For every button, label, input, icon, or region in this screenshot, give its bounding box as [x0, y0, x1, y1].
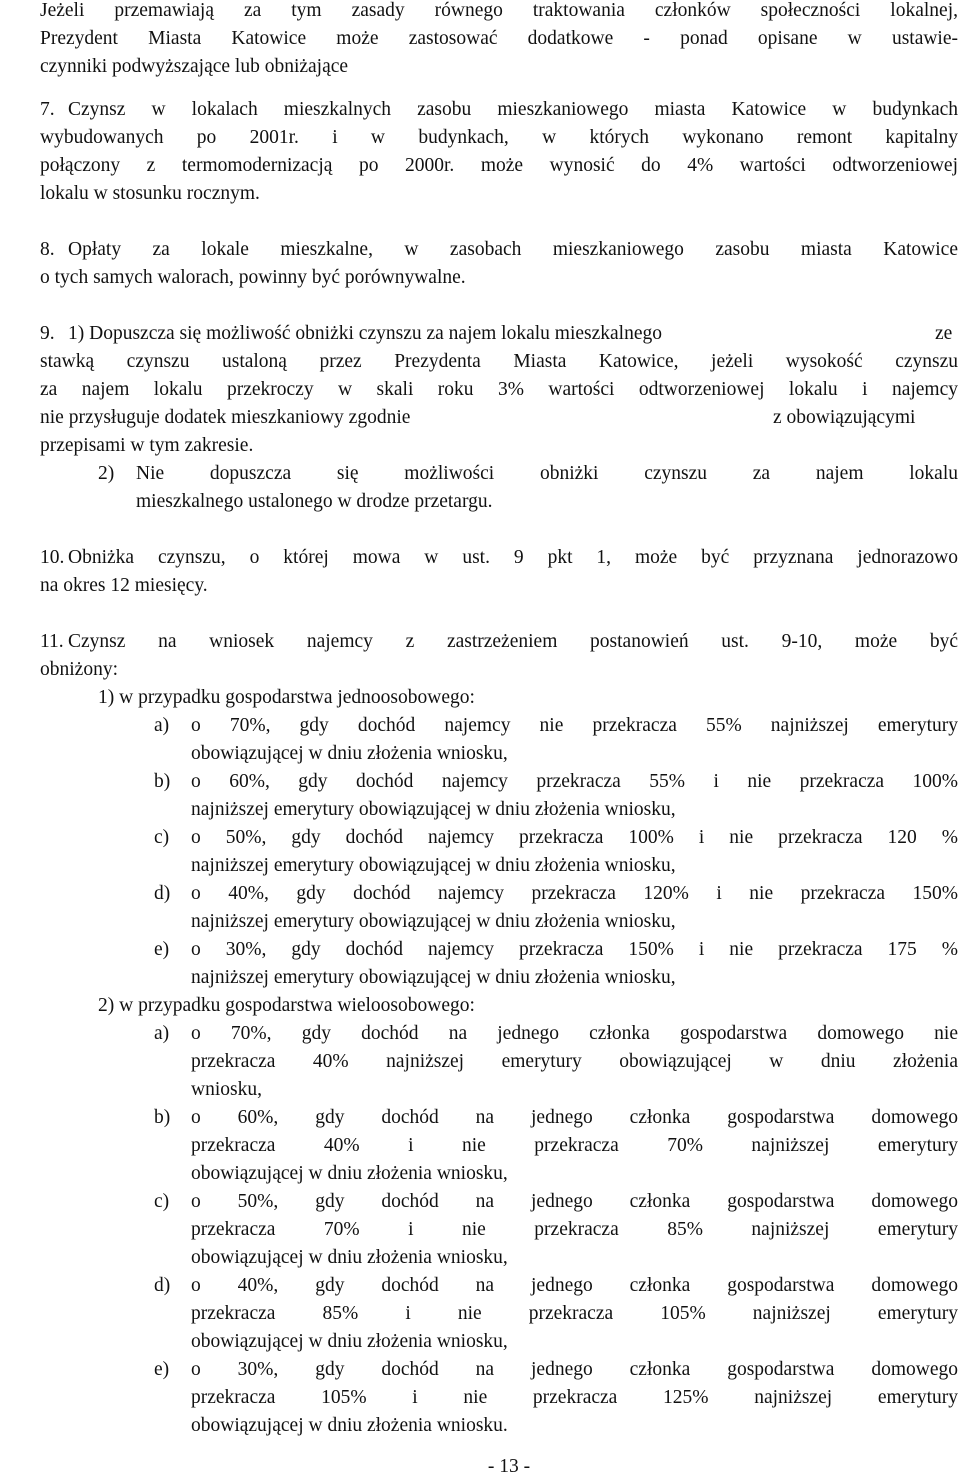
multi-item-d-line-2: przekracza 85% i nie przekracza 105% najniższej emerytury [191, 1303, 958, 1324]
single-item-c-line-2: najniższej emerytury obowiązującej w dniu złożenia wniosku, [191, 855, 676, 876]
p11-heading-multi: 2) w przypadku gospodarstwa wieloosobowego: [98, 995, 475, 1016]
p11-line-1: Czynsz na wniosek najemcy z zastrzeżeniem postanowień ust. 9-10, może być [68, 631, 958, 652]
p11-line-2: obniżony: [40, 659, 118, 680]
p11-heading-single: 1) w przypadku gospodarstwa jednoosobowego: [98, 687, 475, 708]
single-item-c-line-1: o 50%, gdy dochód najemcy przekracza 100% i nie przekracza 120 % [191, 827, 958, 848]
multi-item-e-marker: e) [154, 1359, 170, 1380]
multi-item-c-line-2: przekracza 70% i nie przekracza 85% najniższej emerytury [191, 1219, 958, 1240]
multi-item-b-marker: b) [154, 1107, 171, 1128]
multi-item-e-line-1: o 30%, gdy dochód na jednego członka gospodarstwa domowego [191, 1359, 958, 1380]
multi-item-a-line-3: wniosku, [191, 1079, 262, 1100]
p9-line-2: stawką czynszu ustaloną przez Prezydenta Miasta Katowice, jeżeli wysokość czynszu [40, 351, 958, 372]
multi-item-b-line-2: przekracza 40% i nie przekracza 70% najniższej emerytury [191, 1135, 958, 1156]
single-item-a-marker: a) [154, 715, 170, 736]
single-item-b-marker: b) [154, 771, 171, 792]
p9-line-5: przepisami w tym zakresie. [40, 435, 254, 456]
multi-item-d-line-3: obowiązującej w dniu złożenia wniosku, [191, 1331, 508, 1352]
multi-item-a-line-1: o 70%, gdy dochód na jednego członka gospodarstwa domowego nie [191, 1023, 958, 1044]
multi-item-a-marker: a) [154, 1023, 170, 1044]
multi-item-b-line-1: o 60%, gdy dochód na jednego członka gospodarstwa domowego [191, 1107, 958, 1128]
multi-item-d-marker: d) [154, 1275, 171, 1296]
p7-number: 7. [40, 99, 55, 120]
single-item-b-line-1: o 60%, gdy dochód najemcy przekracza 55% i nie przekracza 100% [191, 771, 958, 792]
single-item-e-line-2: najniższej emerytury obowiązującej w dniu złożenia wniosku, [191, 967, 676, 988]
p7-line-3: połączony z termomodernizacją po 2000r. może wynosić do 4% wartości odtworzeniowej [40, 155, 958, 176]
single-item-b-line-2: najniższej emerytury obowiązującej w dniu złożenia wniosku, [191, 799, 676, 820]
p9-sub2-line-1: Nie dopuszcza się możliwości obniżki czynszu za najem lokalu [136, 463, 958, 484]
single-item-d-marker: d) [154, 883, 171, 904]
p9-sub2-number: 2) [98, 463, 115, 484]
single-item-e-line-1: o 30%, gdy dochód najemcy przekracza 150% i nie przekracza 175 % [191, 939, 958, 960]
p7-line-2: wybudowanych po 2001r. i w budynkach, w których wykonano remont kapitalny [40, 127, 958, 148]
multi-item-e-line-2: przekracza 105% i nie przekracza 125% najniższej emerytury [191, 1387, 958, 1408]
p8-line-1: Opłaty za lokale mieszkalne, w zasobach mieszkaniowego zasobu miasta Katowice [68, 239, 958, 260]
p9-sub2-line-2: mieszkalnego ustalonego w drodze przetargu. [136, 491, 493, 512]
p9-line-1a: 1) Dopuszcza się możliwość obniżki czynszu za najem lokalu mieszkalnego [68, 323, 663, 344]
page-number: - 13 - [487, 1456, 531, 1477]
intro-line-2: Prezydent Miasta Katowice może zastosować dodatkowe - ponad opisane w ustawie- [40, 28, 958, 49]
single-item-d-line-1: o 40%, gdy dochód najemcy przekracza 120% i nie przekracza 150% [191, 883, 958, 904]
p8-number: 8. [40, 239, 55, 260]
p7-line-1: Czynsz w lokalach mieszkalnych zasobu mieszkaniowego miasta Katowice w budynkach [68, 99, 958, 120]
p10-number: 10. [40, 547, 65, 568]
p9-line-3: za najem lokalu przekroczy w skali roku 3% wartości odtworzeniowej lokalu i najemcy [40, 379, 958, 400]
multi-item-d-line-1: o 40%, gdy dochód na jednego członka gospodarstwa domowego [191, 1275, 958, 1296]
single-item-a-line-2: obowiązującej w dniu złożenia wniosku, [191, 743, 508, 764]
multi-item-c-line-1: o 50%, gdy dochód na jednego członka gospodarstwa domowego [191, 1191, 958, 1212]
intro-line-1: Jeżeli przemawiają za tym zasady równego traktowania członków społeczności lokalnej, [40, 0, 958, 21]
p9-line-1b: ze [935, 323, 953, 344]
p10-line-2: na okres 12 miesięcy. [40, 575, 208, 596]
p7-line-4: lokalu w stosunku rocznym. [40, 183, 260, 204]
multi-item-b-line-3: obowiązującej w dniu złożenia wniosku, [191, 1163, 508, 1184]
single-item-d-line-2: najniższej emerytury obowiązującej w dniu złożenia wniosku, [191, 911, 676, 932]
multi-item-e-line-3: obowiązującej w dniu złożenia wniosku. [191, 1415, 508, 1436]
multi-item-a-line-2: przekracza 40% najniższej emerytury obowiązującej w dniu złożenia [191, 1051, 958, 1072]
multi-item-c-line-3: obowiązującej w dniu złożenia wniosku, [191, 1247, 508, 1268]
p10-line-1: Obniżka czynszu, o której mowa w ust. 9 pkt 1, może być przyznana jednorazowo [68, 547, 958, 568]
single-item-c-marker: c) [154, 827, 170, 848]
single-item-e-marker: e) [154, 939, 170, 960]
multi-item-c-marker: c) [154, 1191, 170, 1212]
intro-line-3: czynniki podwyższające lub obniżające [40, 56, 349, 77]
p8-line-2: o tych samych walorach, powinny być porównywalne. [40, 267, 466, 288]
single-item-a-line-1: o 70%, gdy dochód najemcy nie przekracza 55% najniższej emerytury [191, 715, 958, 736]
p9-number: 9. [40, 323, 55, 344]
p9-line-4a: nie przysługuje dodatek mieszkaniowy zgodnie [40, 407, 411, 428]
p9-line-4b: z obowiązującymi [773, 407, 916, 428]
p11-number: 11. [40, 631, 64, 652]
